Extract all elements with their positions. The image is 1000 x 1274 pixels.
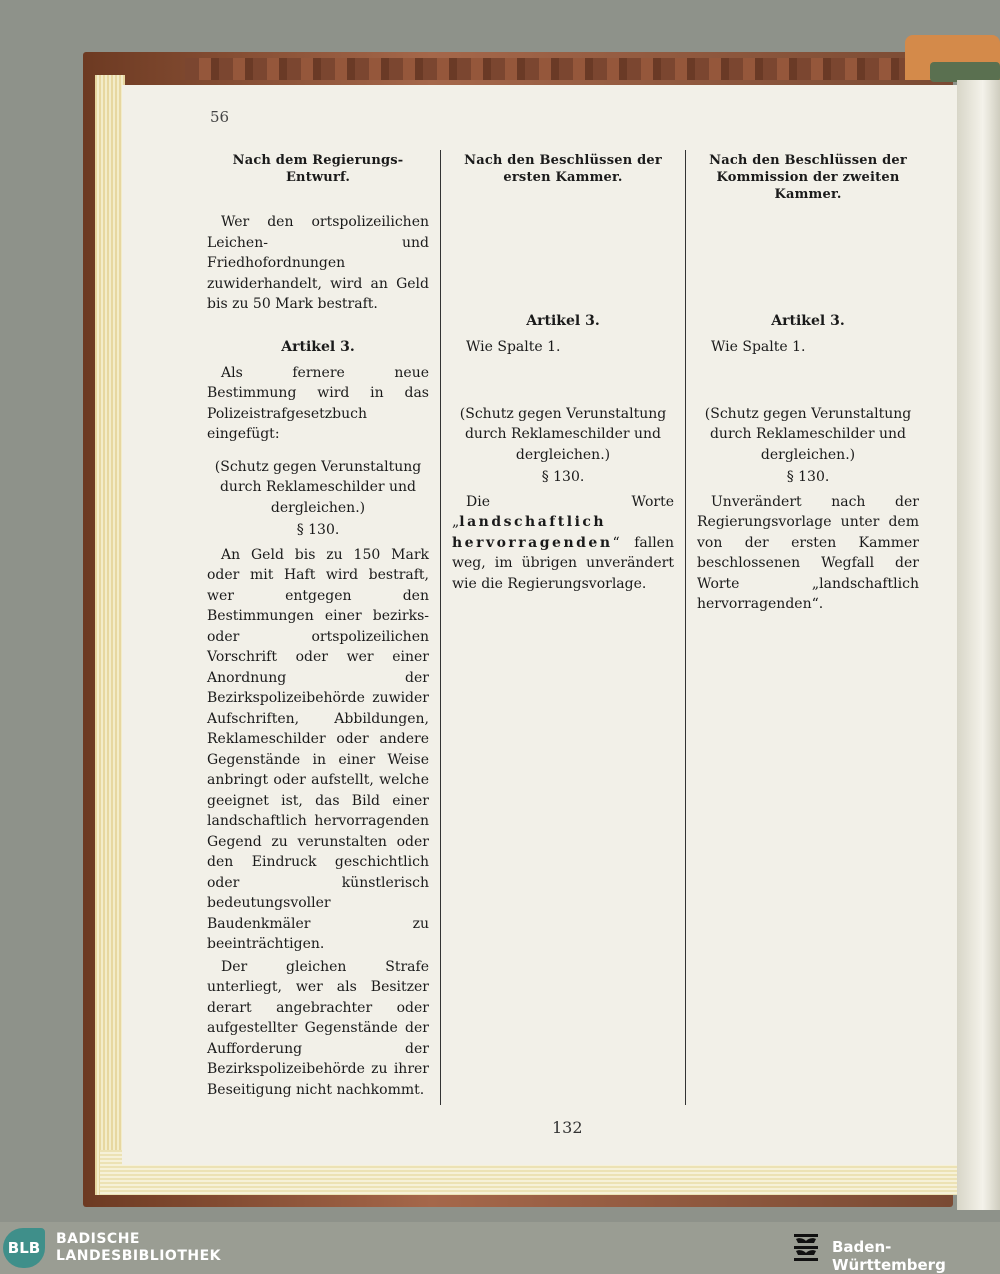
section-caption: (Schutz gegen Verunstaltung durch Reklameschilder und dergleichen.) (704, 405, 912, 463)
state-name[interactable]: Baden-Württemberg (832, 1238, 946, 1274)
library-name-line1: BADISCHE (56, 1231, 140, 1247)
library-name[interactable] (56, 1231, 221, 1265)
paragraph (452, 492, 674, 595)
text-before: Die Worte „ (452, 493, 674, 530)
paragraph: Unverändert nach der Regierungsvorlage unter dem von der ersten Kammer beschlossenen Wegfall der Worte „landschaftlich hervorragenden“. (697, 493, 919, 612)
paragraph: Wie Spalte 1. (711, 339, 806, 355)
lion-emblem-icon (790, 1230, 822, 1266)
section-number: § 130. (541, 469, 585, 485)
paragraph: Als fernere neue Bestimmung wird in das Polizeistrafgesetzbuch eingefügt: (207, 364, 429, 442)
column-rule-1 (440, 150, 441, 1105)
column-header: Nach dem Regierungs-Entwurf. (232, 153, 404, 185)
page-number-bottom: 132 (552, 1118, 583, 1137)
page-curl-right (957, 80, 1000, 1210)
column-header: Nach den Beschlüssen der ersten Kammer. (464, 153, 662, 185)
book-edge-top (185, 58, 950, 80)
blb-logo[interactable]: BLB (3, 1228, 45, 1268)
column-erste-kammer (452, 150, 674, 594)
book-clip-band (930, 62, 1000, 82)
section-caption: (Schutz gegen Verunstaltung durch Reklameschilder und dergleichen.) (459, 405, 667, 463)
column-regierungs-entwurf (207, 150, 429, 1100)
article-heading: Artikel 3. (526, 313, 600, 329)
paragraph: Wie Spalte 1. (466, 339, 561, 355)
section-number: § 130. (296, 522, 340, 538)
page-number-top: 56 (210, 108, 230, 126)
article-heading: Artikel 3. (771, 313, 845, 329)
column-header: Nach den Beschlüssen der Kommission der zweiten Kammer. (709, 153, 907, 202)
paragraph: Der gleichen Strafe unterliegt, wer als Besitzer derart angebrachter oder aufgestellter Gegenstände der Aufforderung der Bezirkspolizeibehörde zu ihrer Beseitigung nicht nachkommt. (207, 958, 429, 1098)
text-after: “ fallen weg, im übrigen unverändert wie die Regierungsvorlage. (452, 534, 674, 592)
paragraph: Wer den ortspolizeilichen Leichen- und Friedhofordnungen zuwiderhandelt, wird an Geld bis zu 50 Mark bestraft. (207, 214, 429, 312)
section-caption: (Schutz gegen Verunstaltung durch Reklameschilder und dergleichen.) (214, 458, 422, 516)
spaced-text: landschaftlich hervorragenden (452, 514, 613, 551)
paragraph: An Geld bis zu 150 Mark oder mit Haft wird bestraft, wer entgegen den Bestimmungen einer bezirks- oder ortspolizeilichen Vorschrift oder wer einer Anordnung der Bezirkspolizeibehörde zuwider Aufschriften, Abbildungen, Reklameschilder oder andere Gegenstände in einer Weise anbringt oder aufstellt, welche geeignet ist, das Bild einer landschaftlich hervorragenden Gegend zu verunstalten oder den Eindruck geschichtlich oder künstlerisch bedeutungsvoller Baudenkmäler zu beeinträchtigen. (207, 546, 429, 952)
library-name-line2: LANDESBIBLIOTHEK (56, 1248, 222, 1264)
column-kommission (697, 150, 919, 615)
article-heading: Artikel 3. (281, 338, 355, 355)
column-rule-2 (685, 150, 686, 1105)
page-stack-left (95, 75, 125, 1195)
section-number: § 130. (786, 469, 830, 485)
